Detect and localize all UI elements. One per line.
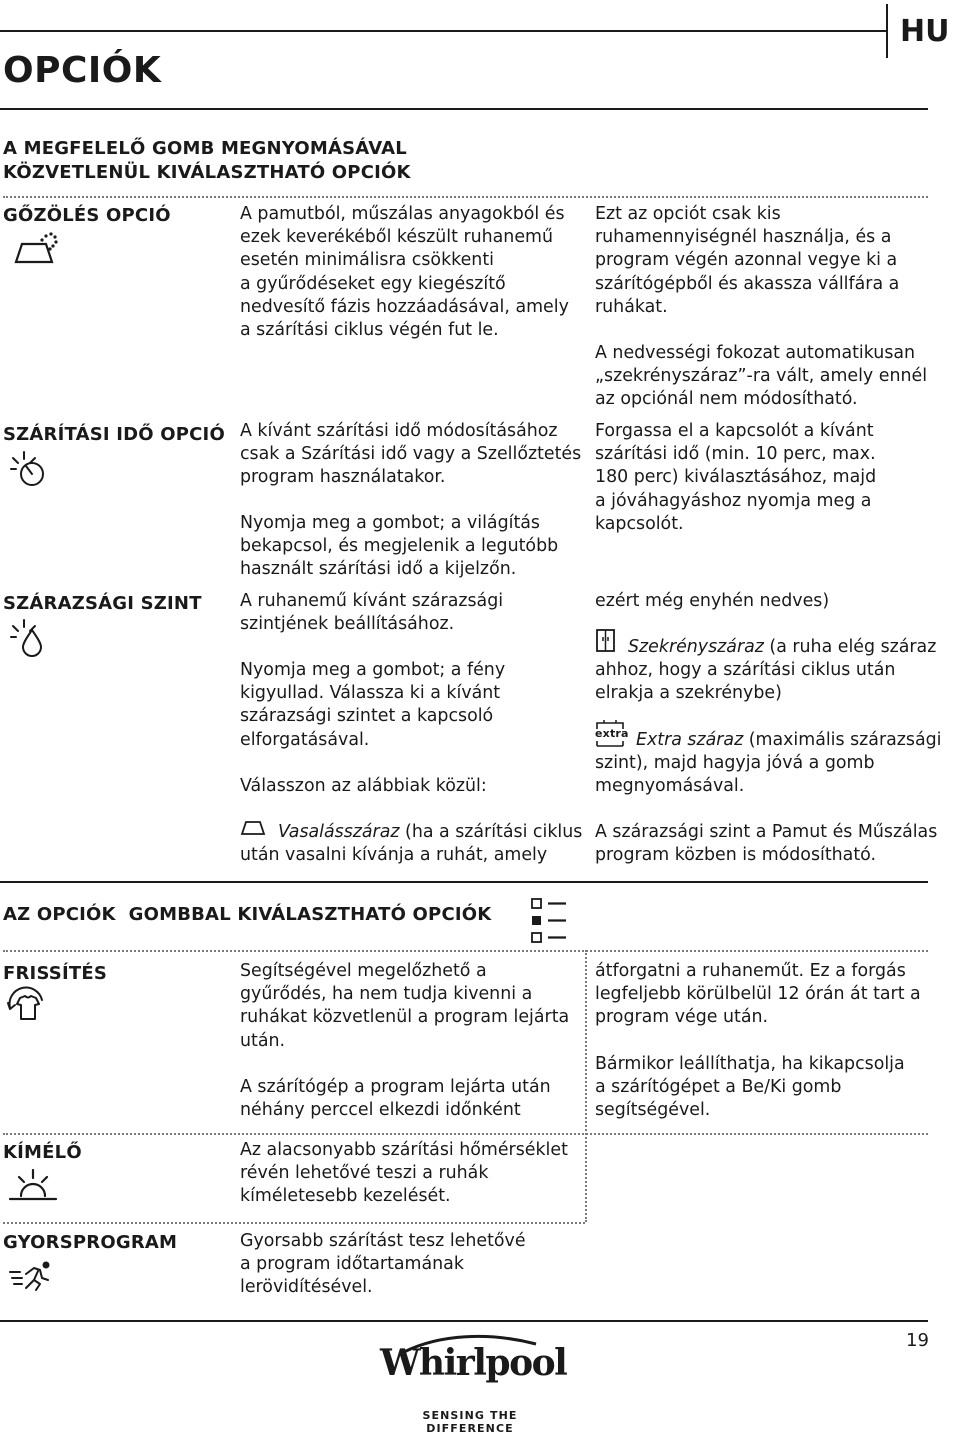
text-line: néhány perccel elkezdi időnként <box>240 1100 521 1121</box>
drying-time-note <box>595 420 935 536</box>
iron-dry-label: Vasalásszáraz <box>278 822 400 842</box>
button-options-title: AZ OPCIÓK GOMBBAL KIVÁLASZTHATÓ OPCIÓK <box>3 904 492 925</box>
title-rule <box>0 108 928 110</box>
dryness-level-icon <box>10 618 54 658</box>
text-line: a gyűrődéseket egy kiegészítő <box>240 273 506 294</box>
text-line: lerövidítésével. <box>240 1277 373 1298</box>
text-line: A szárítógép a program lejárta után <box>240 1077 551 1097</box>
text-line: átforgatni a ruhaneműt. Ez a forgás <box>595 961 906 981</box>
text-line: szárítási idő (min. 10 perc, max. <box>595 444 876 465</box>
column-separator <box>585 950 587 1222</box>
text-line: program használatakor. <box>240 467 446 488</box>
brand-tagline: SENSING THE DIFFERENCE <box>422 1409 518 1435</box>
cupboard-dry-line <box>628 636 936 659</box>
text-line: után. <box>240 1030 286 1051</box>
text-line: 180 perc) kiválasztásához, majd <box>595 467 877 488</box>
steam-description <box>240 203 580 342</box>
text-line: gyűrődés, ha nem tudja kivenni a <box>240 984 533 1005</box>
text-line: ruhákat közvetlenül a program lejárta <box>240 1007 570 1028</box>
steam-note-2 <box>595 342 935 412</box>
section-subtitle-line-1: A MEGFELELŐ GOMB MEGNYOMÁSÁVAL <box>3 138 407 159</box>
text-line: kapcsolót. <box>595 513 684 534</box>
refresh-note-2 <box>595 1053 940 1123</box>
page-title: OPCIÓK <box>3 50 162 91</box>
text-line: kigyullad. Válassza ki a kívánt <box>240 683 501 704</box>
text-line: az opciónál nem módosítható. <box>595 389 858 410</box>
language-badge: HU <box>900 14 950 49</box>
cupboard-dry-icon <box>595 628 617 654</box>
section-subtitle-line-2: KÖZVETLENÜL KIVÁLASZTHATÓ OPCIÓK <box>3 162 411 183</box>
text-line: ruhamennyiségnél használja, és a <box>595 227 892 248</box>
refresh-description <box>240 960 585 1053</box>
text-line: szint), majd hagyja jóvá a gomb <box>595 753 875 773</box>
iron-dry-icon <box>240 817 266 837</box>
steam-iron-icon <box>12 228 60 268</box>
dotted-divider <box>3 1133 928 1135</box>
gentle-description <box>240 1139 585 1209</box>
dotted-divider <box>3 950 928 952</box>
extra-icon-label: extra <box>595 727 629 740</box>
cupboard-dry-text: (a ruha elég száraz <box>763 637 937 657</box>
text-line: A kívánt szárítási idő módosításához <box>240 421 558 441</box>
gentle-option-title: KÍMÉLŐ <box>3 1142 82 1163</box>
text-line: szárítógépből és akassza vállfára a <box>595 273 900 294</box>
refresh-description-2 <box>240 1076 585 1122</box>
text-line: nedvesítő fázis hozzáadásával, amely <box>240 296 569 317</box>
text-line: Gyorsabb szárítást tesz lehetővé <box>240 1231 526 1251</box>
text-line: program közben is módosítható. <box>595 845 877 866</box>
text-line: A pamutból, műszálas anyagokból és <box>240 204 565 224</box>
extra-dry-label: Extra száraz <box>636 730 744 750</box>
gentle-sun-icon <box>8 1168 62 1204</box>
options-menu-icon <box>530 895 570 947</box>
extra-dry-text: (maximális szárazsági <box>743 730 942 750</box>
section-rule <box>0 881 928 883</box>
footer-rule <box>0 1320 928 1322</box>
iron-dry-line-2: után vasalni kívánja a ruhát, amely <box>240 845 548 865</box>
dryness-choose-label: Válasszon az alábbiak közül: <box>240 776 487 796</box>
refresh-shirt-icon <box>6 988 48 1024</box>
drying-time-description <box>240 420 585 490</box>
text-line: a szárítási ciklus végén fut le. <box>240 320 499 341</box>
text-line: csak a Szárítási idő vagy a Szellőztetés <box>240 444 582 465</box>
text-line: szintjének beállításához. <box>240 614 455 635</box>
brand-name: Whirlpool <box>380 1342 567 1384</box>
text-line: a program időtartamának <box>240 1254 464 1275</box>
dryness-final-note <box>595 821 940 867</box>
text-line: program végén azonnal vegye ki a <box>595 250 898 271</box>
text-line: elrakja a szekrénybe) <box>595 683 782 704</box>
text-line: megnyomásával. <box>595 776 745 797</box>
whirlpool-logo <box>380 1330 567 1410</box>
text-line: A nedvességi fokozat automatikusan <box>595 343 916 363</box>
text-line: a jóváhagyáshoz nyomja meg a <box>595 490 872 511</box>
text-line: Ezt az opciót csak kis <box>595 204 781 224</box>
cupboard-dry-description <box>595 659 935 705</box>
quick-runner-icon <box>8 1258 54 1292</box>
dryness-description-2 <box>240 659 585 752</box>
text-line: esetén minimálisra csökkenti <box>240 250 494 271</box>
text-line: Az alacsonyabb szárítási hőmérséklet <box>240 1140 568 1160</box>
text-line: legfeljebb körülbelül 12 órán át tart a <box>595 984 921 1005</box>
steam-option-title: GŐZÖLÉS OPCIÓ <box>3 205 171 226</box>
dryness-description <box>240 590 585 636</box>
text-line: segítségével. <box>595 1100 711 1121</box>
text-line: ahhoz, hogy a szárítási ciklus után <box>595 660 896 680</box>
text-line: szárazsági szintet a kapcsoló <box>240 706 494 727</box>
text-line: kíméletesebb kezelését. <box>240 1186 451 1207</box>
text-line: Forgassa el a kapcsolót a kívánt <box>595 421 874 441</box>
text-line: „szekrényszáraz”-ra vált, amely ennél <box>595 366 928 387</box>
refresh-option-title: FRISSÍTÉS <box>3 963 108 984</box>
drying-time-icon <box>10 450 54 490</box>
extra-dry-line <box>636 729 941 752</box>
text-line: A ruhanemű kívánt szárazsági <box>240 591 504 611</box>
text-line: bekapcsol, és megjelenik a legutóbb <box>240 536 559 557</box>
iron-dry-text: (ha a szárítási ciklus <box>399 822 583 842</box>
text-line: Segítségével megelőzhető a <box>240 961 487 981</box>
header-top-rule <box>0 30 886 32</box>
iron-dry-continuation: ezért még enyhén nedves) <box>595 591 830 611</box>
text-line: használt szárítási idő a kijelzőn. <box>240 559 517 580</box>
text-line: Bármikor leállíthatja, ha kikapcsolja <box>595 1054 905 1074</box>
extra-dry-icon <box>593 719 627 747</box>
text-line: ezek keverékéből készült ruhanemű <box>240 227 553 248</box>
text-line: révén lehetővé teszi a ruhák <box>240 1163 489 1184</box>
text-line: elforgatásával. <box>240 729 370 750</box>
quick-program-title: GYORSPROGRAM <box>3 1232 178 1253</box>
text-line: ruhákat. <box>595 296 668 317</box>
drying-time-option-title: SZÁRÍTÁSI IDŐ OPCIÓ <box>3 424 225 445</box>
dotted-divider <box>3 1222 585 1224</box>
cupboard-dry-label: Szekrényszáraz <box>628 637 764 657</box>
text-line: Nyomja meg a gombot; a világítás <box>240 513 540 533</box>
text-line: Nyomja meg a gombot; a fény <box>240 660 506 680</box>
quick-program-description <box>240 1230 585 1300</box>
dryness-level-title: SZÁRAZSÁGI SZINT <box>3 593 202 614</box>
steam-note <box>595 203 935 319</box>
refresh-note <box>595 960 940 1030</box>
text-line: a szárítógépet a Be/Ki gomb <box>595 1077 842 1098</box>
header-vertical-rule <box>886 4 888 58</box>
iron-dry-line <box>278 821 582 844</box>
text-line: program vége után. <box>595 1007 769 1028</box>
page-number: 19 <box>906 1330 929 1351</box>
drying-time-description-2 <box>240 512 585 582</box>
extra-dry-description <box>595 752 935 798</box>
dotted-divider <box>3 196 928 198</box>
text-line: A szárazsági szint a Pamut és Műszálas <box>595 822 938 842</box>
